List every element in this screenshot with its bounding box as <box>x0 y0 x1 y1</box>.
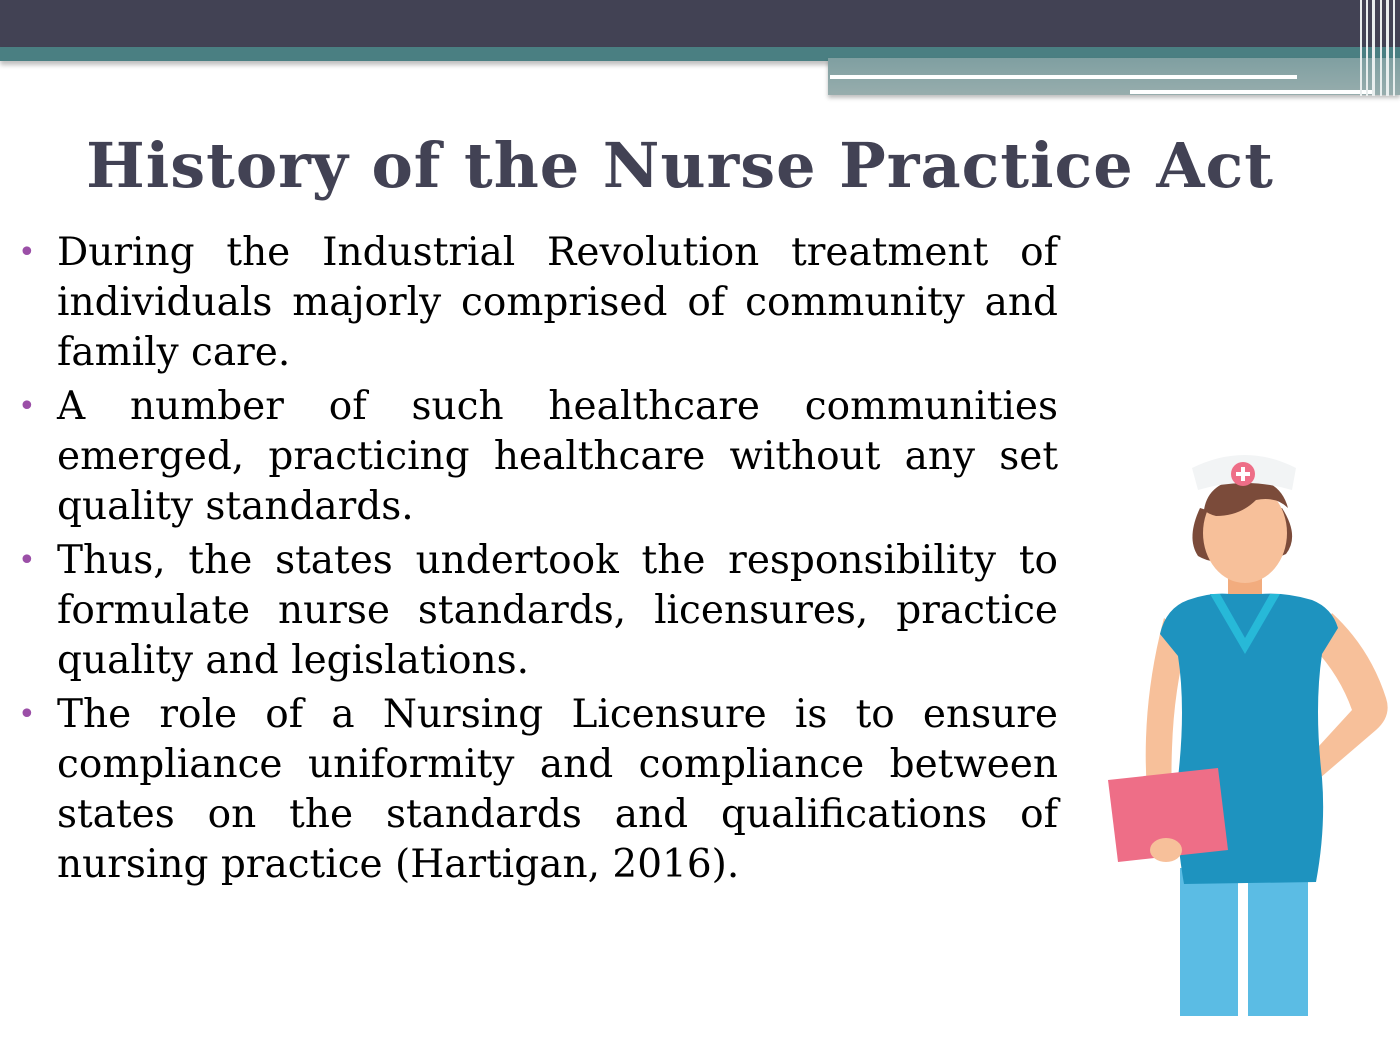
bullet-icon: • <box>18 543 36 578</box>
bullet-item <box>18 690 1058 890</box>
bullet-icon: • <box>18 389 36 424</box>
bullet-text: Thus, the states undertook the responsibility to formulate nurse standards, licensures, practice quality and legislations. <box>57 538 1058 683</box>
bullet-list <box>18 228 1058 894</box>
banner-vertical-stripes <box>1358 0 1400 96</box>
nurse-illustration-icon <box>1100 448 1400 1018</box>
bullet-item <box>18 382 1058 532</box>
bullet-text: A number of such healthcare communities emerged, practicing healthcare without any set quality standards. <box>57 384 1058 529</box>
top-banner <box>0 0 1400 100</box>
bullet-text: During the Industrial Revolution treatment of individuals majorly comprised of community and family care. <box>57 230 1058 375</box>
bullet-text: The role of a Nursing Licensure is to ensure compliance uniformity and compliance between states on the standards and qualifications of nursing practice (Hartigan, 2016). <box>57 692 1058 887</box>
bullet-item <box>18 228 1058 378</box>
banner-line <box>1130 90 1373 94</box>
bullet-item <box>18 536 1058 686</box>
bullet-icon: • <box>18 697 36 732</box>
banner-dark-band <box>0 0 1400 47</box>
banner-line <box>830 75 1297 79</box>
slide-title: History of the Nurse Practice Act <box>86 129 1274 202</box>
bullet-icon: • <box>18 235 36 270</box>
